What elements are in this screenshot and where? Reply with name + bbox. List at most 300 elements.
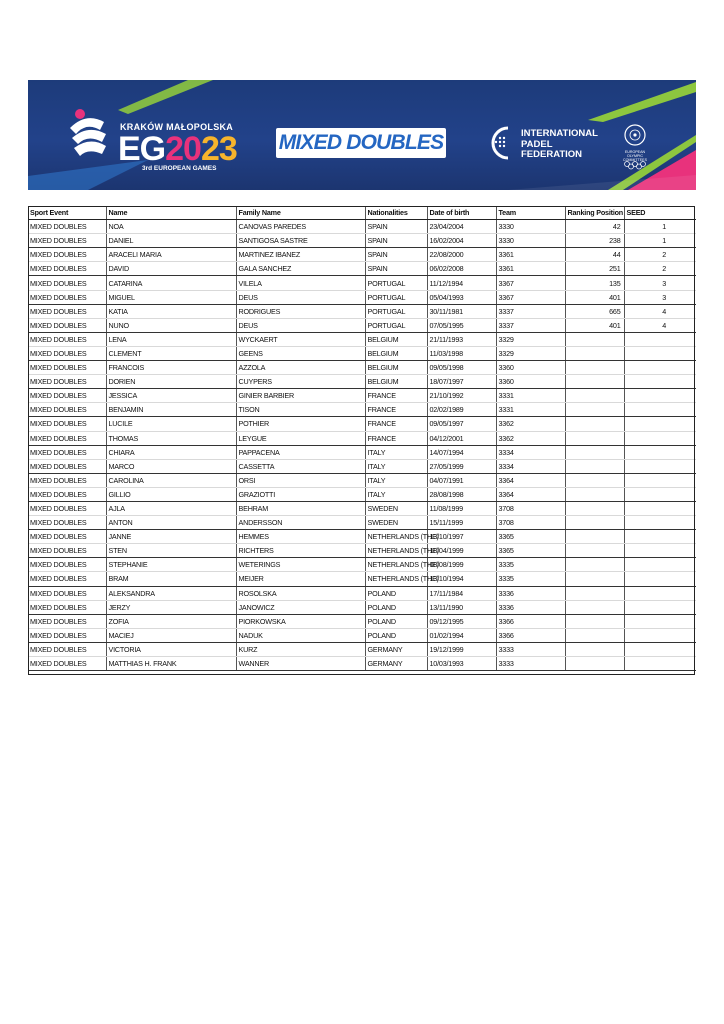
- cell-sport-event: MIXED DOUBLES: [28, 248, 106, 262]
- cell-date-of-birth: 13/11/1990: [427, 600, 496, 614]
- cell-family-name: ORSI: [236, 473, 365, 487]
- cell-seed: 3: [624, 290, 696, 304]
- cell-team: 3367: [496, 276, 565, 290]
- cell-family-name: LEYGUE: [236, 431, 365, 445]
- federation-line-1: INTERNATIONAL: [521, 128, 598, 139]
- cell-date-of-birth: 11/08/1999: [427, 501, 496, 515]
- cell-sport-event: MIXED DOUBLES: [28, 628, 106, 642]
- table-row: [28, 248, 696, 262]
- table-row: [28, 290, 696, 304]
- cell-ranking-position: [565, 572, 624, 586]
- cell-sport-event: MIXED DOUBLES: [28, 614, 106, 628]
- cell-nationality: POLAND: [365, 614, 427, 628]
- cell-seed: [624, 473, 696, 487]
- cell-name: CAROLINA: [106, 473, 236, 487]
- cell-date-of-birth: 13/10/1997: [427, 530, 496, 544]
- cell-date-of-birth: 22/08/2000: [427, 248, 496, 262]
- cell-team: 3334: [496, 445, 565, 459]
- cell-date-of-birth: 18/07/1997: [427, 375, 496, 389]
- cell-team: 3336: [496, 586, 565, 600]
- cell-date-of-birth: 28/08/1998: [427, 487, 496, 501]
- cell-name: KATIA: [106, 304, 236, 318]
- olympic-rings-icon: [620, 161, 650, 169]
- cell-team: 3331: [496, 403, 565, 417]
- cell-nationality: PORTUGAL: [365, 318, 427, 332]
- header-seed: SEED: [624, 206, 696, 220]
- eg-letters: EG: [118, 130, 166, 168]
- header-sport-event: Sport Event: [28, 206, 106, 220]
- cell-name: CHIARA: [106, 445, 236, 459]
- cell-nationality: BELGIUM: [365, 375, 427, 389]
- table-row: [28, 473, 696, 487]
- cell-date-of-birth: 27/05/1999: [427, 459, 496, 473]
- cell-nationality: ITALY: [365, 445, 427, 459]
- cell-date-of-birth: 09/05/1997: [427, 417, 496, 431]
- cell-nationality: ITALY: [365, 459, 427, 473]
- federation-line-2: PADEL: [521, 138, 553, 150]
- cell-nationality: FRANCE: [365, 403, 427, 417]
- cell-nationality: SWEDEN: [365, 516, 427, 530]
- cell-name: DORIEN: [106, 375, 236, 389]
- cell-name: DANIEL: [106, 234, 236, 248]
- cell-family-name: WETERINGS: [236, 558, 365, 572]
- cell-team: 3336: [496, 600, 565, 614]
- cell-seed: 4: [624, 304, 696, 318]
- cell-team: 3335: [496, 572, 565, 586]
- table-row: [28, 558, 696, 572]
- cell-date-of-birth: 21/10/1992: [427, 389, 496, 403]
- cell-ranking-position: 42: [565, 220, 624, 234]
- cell-seed: [624, 600, 696, 614]
- eg-logo-top-text: KRAKÓW MAŁOPOLSKA: [120, 122, 234, 132]
- eg-logo-wordmark: [118, 132, 237, 166]
- cell-family-name: SANTIGOSA SASTRE: [236, 234, 365, 248]
- cell-seed: [624, 375, 696, 389]
- cell-seed: [624, 558, 696, 572]
- cell-team: 3365: [496, 530, 565, 544]
- cell-sport-event: MIXED DOUBLES: [28, 403, 106, 417]
- eoc-emblem-icon: [620, 124, 650, 150]
- cell-ranking-position: [565, 628, 624, 642]
- cell-family-name: DEUS: [236, 290, 365, 304]
- header-name: Name: [106, 206, 236, 220]
- cell-nationality: POLAND: [365, 600, 427, 614]
- international-padel-federation-logo: [488, 126, 598, 162]
- header-row: [28, 206, 696, 220]
- cell-nationality: FRANCE: [365, 431, 427, 445]
- cell-team: 3337: [496, 304, 565, 318]
- cell-nationality: BELGIUM: [365, 332, 427, 346]
- cell-sport-event: MIXED DOUBLES: [28, 234, 106, 248]
- cell-family-name: GALA SANCHEZ: [236, 262, 365, 276]
- cell-team: 3362: [496, 431, 565, 445]
- table-row: [28, 220, 696, 234]
- table-row: [28, 346, 696, 360]
- cell-name: CLEMENT: [106, 346, 236, 360]
- cell-seed: [624, 501, 696, 515]
- cell-name: GILLIO: [106, 487, 236, 501]
- cell-team: 3334: [496, 459, 565, 473]
- cell-family-name: KURZ: [236, 642, 365, 656]
- cell-date-of-birth: 01/02/1994: [427, 628, 496, 642]
- table-row: [28, 657, 696, 671]
- header-banner: [28, 80, 696, 190]
- cell-name: JERZY: [106, 600, 236, 614]
- cell-date-of-birth: 16/02/2004: [427, 234, 496, 248]
- cell-team: 3337: [496, 318, 565, 332]
- cell-sport-event: MIXED DOUBLES: [28, 262, 106, 276]
- table-row: [28, 332, 696, 346]
- cell-team: 3365: [496, 544, 565, 558]
- cell-name: THOMAS: [106, 431, 236, 445]
- cell-name: ALEKSANDRA: [106, 586, 236, 600]
- cell-team: 3360: [496, 361, 565, 375]
- cell-nationality: FRANCE: [365, 417, 427, 431]
- cell-nationality: NETHERLANDS (THE): [365, 558, 427, 572]
- entry-list-table: [28, 206, 696, 671]
- cell-ranking-position: [565, 417, 624, 431]
- eg-year-first: 20: [165, 130, 201, 168]
- cell-team: 3360: [496, 375, 565, 389]
- cell-team: 3330: [496, 220, 565, 234]
- table-row: [28, 375, 696, 389]
- event-title: MIXED DOUBLES: [278, 131, 444, 154]
- padel-racket-icon: [488, 126, 518, 160]
- cell-name: LUCILE: [106, 417, 236, 431]
- cell-family-name: WYCKAERT: [236, 332, 365, 346]
- cell-name: ANTON: [106, 516, 236, 530]
- cell-team: 3333: [496, 642, 565, 656]
- cell-nationality: FRANCE: [365, 389, 427, 403]
- cell-date-of-birth: 05/04/1993: [427, 290, 496, 304]
- cell-nationality: PORTUGAL: [365, 290, 427, 304]
- header-date-of-birth: Date of birth: [427, 206, 496, 220]
- federation-line-3: FEDERATION: [521, 149, 583, 160]
- cell-family-name: POTHIER: [236, 417, 365, 431]
- cell-nationality: NETHERLANDS (THE): [365, 572, 427, 586]
- cell-seed: [624, 332, 696, 346]
- cell-nationality: SPAIN: [365, 248, 427, 262]
- cell-seed: [624, 642, 696, 656]
- cell-nationality: GERMANY: [365, 642, 427, 656]
- cell-seed: 3: [624, 276, 696, 290]
- cell-sport-event: MIXED DOUBLES: [28, 530, 106, 544]
- cell-team: 3331: [496, 389, 565, 403]
- cell-name: ARACELI MARIA: [106, 248, 236, 262]
- cell-nationality: GERMANY: [365, 657, 427, 671]
- cell-sport-event: MIXED DOUBLES: [28, 473, 106, 487]
- cell-family-name: MARTINEZ IBANEZ: [236, 248, 365, 262]
- cell-nationality: ITALY: [365, 473, 427, 487]
- header-family-name: Family Name: [236, 206, 365, 220]
- table-row: [28, 530, 696, 544]
- table-row: [28, 501, 696, 515]
- cell-name: MIGUEL: [106, 290, 236, 304]
- cell-team: 3708: [496, 516, 565, 530]
- cell-name: ZOFIA: [106, 614, 236, 628]
- cell-ranking-position: [565, 473, 624, 487]
- cell-family-name: ROSOLSKA: [236, 586, 365, 600]
- cell-family-name: GRAZIOTTI: [236, 487, 365, 501]
- cell-team: 3367: [496, 290, 565, 304]
- cell-seed: 4: [624, 318, 696, 332]
- cell-family-name: CASSETTA: [236, 459, 365, 473]
- cell-seed: [624, 628, 696, 642]
- eoc-caption: EUROPEAN OLYMPIC COMMITTEES: [623, 150, 647, 162]
- cell-seed: [624, 544, 696, 558]
- cell-date-of-birth: 11/03/1998: [427, 346, 496, 360]
- cell-sport-event: MIXED DOUBLES: [28, 389, 106, 403]
- cell-date-of-birth: 13/10/1994: [427, 572, 496, 586]
- cell-team: 3329: [496, 346, 565, 360]
- cell-sport-event: MIXED DOUBLES: [28, 657, 106, 671]
- cell-seed: [624, 431, 696, 445]
- cell-ranking-position: 251: [565, 262, 624, 276]
- cell-ranking-position: [565, 544, 624, 558]
- cell-seed: [624, 389, 696, 403]
- cell-sport-event: MIXED DOUBLES: [28, 544, 106, 558]
- european-games-logo: [70, 102, 240, 172]
- cell-ranking-position: [565, 614, 624, 628]
- cell-nationality: PORTUGAL: [365, 304, 427, 318]
- cell-team: 3329: [496, 332, 565, 346]
- cell-date-of-birth: 08/08/1999: [427, 558, 496, 572]
- cell-sport-event: MIXED DOUBLES: [28, 304, 106, 318]
- cell-ranking-position: [565, 389, 624, 403]
- cell-name: CATARINA: [106, 276, 236, 290]
- cell-family-name: HEMMES: [236, 530, 365, 544]
- cell-name: MATTHIAS H. FRANK: [106, 657, 236, 671]
- table-row: [28, 642, 696, 656]
- cell-ranking-position: [565, 346, 624, 360]
- cell-name: STEN: [106, 544, 236, 558]
- cell-nationality: POLAND: [365, 586, 427, 600]
- cell-family-name: GINIER BARBIER: [236, 389, 365, 403]
- cell-family-name: TISON: [236, 403, 365, 417]
- cell-sport-event: MIXED DOUBLES: [28, 276, 106, 290]
- cell-date-of-birth: 15/11/1999: [427, 516, 496, 530]
- cell-team: 3708: [496, 501, 565, 515]
- cell-seed: [624, 459, 696, 473]
- cell-team: 3366: [496, 614, 565, 628]
- cell-nationality: NETHERLANDS (THE): [365, 544, 427, 558]
- cell-family-name: PAPPACENA: [236, 445, 365, 459]
- cell-ranking-position: [565, 558, 624, 572]
- cell-sport-event: MIXED DOUBLES: [28, 572, 106, 586]
- cell-family-name: AZZOLA: [236, 361, 365, 375]
- cell-family-name: NADUK: [236, 628, 365, 642]
- cell-date-of-birth: 09/12/1995: [427, 614, 496, 628]
- cell-date-of-birth: 06/02/2008: [427, 262, 496, 276]
- table-row: [28, 403, 696, 417]
- cell-ranking-position: 665: [565, 304, 624, 318]
- cell-seed: [624, 361, 696, 375]
- table-row: [28, 234, 696, 248]
- cell-name: NOA: [106, 220, 236, 234]
- cell-seed: [624, 586, 696, 600]
- cell-family-name: JANOWICZ: [236, 600, 365, 614]
- cell-seed: [624, 346, 696, 360]
- cell-date-of-birth: 10/03/1993: [427, 657, 496, 671]
- table-row: [28, 445, 696, 459]
- cell-date-of-birth: 30/11/1981: [427, 304, 496, 318]
- cell-ranking-position: [565, 501, 624, 515]
- cell-name: MACIEJ: [106, 628, 236, 642]
- cell-team: 3333: [496, 657, 565, 671]
- cell-name: AJLA: [106, 501, 236, 515]
- cell-family-name: CUYPERS: [236, 375, 365, 389]
- eg-logo-subtitle: 3rd EUROPEAN GAMES: [142, 165, 217, 172]
- table-row: [28, 628, 696, 642]
- cell-team: 3330: [496, 234, 565, 248]
- cell-seed: [624, 487, 696, 501]
- cell-sport-event: MIXED DOUBLES: [28, 220, 106, 234]
- header-ranking-position: Ranking Position: [565, 206, 624, 220]
- cell-seed: 1: [624, 234, 696, 248]
- cell-sport-event: MIXED DOUBLES: [28, 417, 106, 431]
- cell-nationality: SPAIN: [365, 234, 427, 248]
- federation-name: [521, 129, 598, 161]
- cell-seed: [624, 403, 696, 417]
- cell-ranking-position: 44: [565, 248, 624, 262]
- cell-sport-event: MIXED DOUBLES: [28, 586, 106, 600]
- table-row: [28, 318, 696, 332]
- cell-team: 3361: [496, 262, 565, 276]
- cell-ranking-position: [565, 445, 624, 459]
- cell-nationality: SWEDEN: [365, 501, 427, 515]
- cell-ranking-position: [565, 431, 624, 445]
- cell-date-of-birth: 17/11/1984: [427, 586, 496, 600]
- cell-name: STEPHANIE: [106, 558, 236, 572]
- cell-sport-event: MIXED DOUBLES: [28, 558, 106, 572]
- cell-ranking-position: [565, 530, 624, 544]
- cell-date-of-birth: 02/02/1989: [427, 403, 496, 417]
- cell-nationality: ITALY: [365, 487, 427, 501]
- table-row: [28, 516, 696, 530]
- cell-ranking-position: 135: [565, 276, 624, 290]
- cell-name: DAVID: [106, 262, 236, 276]
- table-row: [28, 487, 696, 501]
- cell-ranking-position: [565, 459, 624, 473]
- cell-name: LENA: [106, 332, 236, 346]
- cell-name: BRAM: [106, 572, 236, 586]
- cell-sport-event: MIXED DOUBLES: [28, 445, 106, 459]
- cell-sport-event: MIXED DOUBLES: [28, 332, 106, 346]
- cell-seed: [624, 572, 696, 586]
- cell-name: FRANCOIS: [106, 361, 236, 375]
- cell-seed: 1: [624, 220, 696, 234]
- cell-team: 3364: [496, 487, 565, 501]
- cell-family-name: WANNER: [236, 657, 365, 671]
- cell-family-name: MEIJER: [236, 572, 365, 586]
- cell-sport-event: MIXED DOUBLES: [28, 501, 106, 515]
- cell-name: VICTORIA: [106, 642, 236, 656]
- cell-ranking-position: [565, 403, 624, 417]
- cell-team: 3364: [496, 473, 565, 487]
- cell-family-name: ANDERSSON: [236, 516, 365, 530]
- cell-date-of-birth: 09/05/1998: [427, 361, 496, 375]
- cell-sport-event: MIXED DOUBLES: [28, 600, 106, 614]
- cell-ranking-position: 401: [565, 318, 624, 332]
- cell-team: 3362: [496, 417, 565, 431]
- cell-ranking-position: [565, 516, 624, 530]
- cell-sport-event: MIXED DOUBLES: [28, 318, 106, 332]
- cell-name: BENJAMIN: [106, 403, 236, 417]
- cell-family-name: RODRIGUES: [236, 304, 365, 318]
- table-row: [28, 572, 696, 586]
- cell-team: 3366: [496, 628, 565, 642]
- cell-sport-event: MIXED DOUBLES: [28, 516, 106, 530]
- cell-date-of-birth: 07/05/1995: [427, 318, 496, 332]
- header-nationalities: Nationalities: [365, 206, 427, 220]
- table-row: [28, 262, 696, 276]
- table-row: [28, 304, 696, 318]
- european-olympic-committees-logo: [620, 124, 650, 168]
- cell-date-of-birth: 11/12/1994: [427, 276, 496, 290]
- header-team: Team: [496, 206, 565, 220]
- cell-ranking-position: [565, 375, 624, 389]
- table-row: [28, 389, 696, 403]
- cell-nationality: SPAIN: [365, 262, 427, 276]
- cell-family-name: GEENS: [236, 346, 365, 360]
- cell-ranking-position: [565, 600, 624, 614]
- cell-name: JESSICA: [106, 389, 236, 403]
- cell-name: NUNO: [106, 318, 236, 332]
- cell-seed: [624, 417, 696, 431]
- table-row: [28, 614, 696, 628]
- cell-ranking-position: [565, 657, 624, 671]
- cell-family-name: CANOVAS PAREDES: [236, 220, 365, 234]
- table-row: [28, 586, 696, 600]
- cell-team: 3335: [496, 558, 565, 572]
- cell-sport-event: MIXED DOUBLES: [28, 642, 106, 656]
- cell-sport-event: MIXED DOUBLES: [28, 487, 106, 501]
- cell-name: JANNE: [106, 530, 236, 544]
- table-body: [28, 220, 696, 671]
- eg-year-second: 23: [200, 130, 237, 168]
- cell-seed: 2: [624, 262, 696, 276]
- cell-family-name: VILELA: [236, 276, 365, 290]
- table-row: [28, 276, 696, 290]
- table-row: [28, 417, 696, 431]
- table-row: [28, 361, 696, 375]
- cell-name: MARCO: [106, 459, 236, 473]
- cell-ranking-position: [565, 361, 624, 375]
- cell-sport-event: MIXED DOUBLES: [28, 361, 106, 375]
- cell-nationality: POLAND: [365, 628, 427, 642]
- table-row: [28, 459, 696, 473]
- table-row: [28, 431, 696, 445]
- cell-date-of-birth: 21/11/1993: [427, 332, 496, 346]
- cell-date-of-birth: 14/07/1994: [427, 445, 496, 459]
- cell-nationality: BELGIUM: [365, 346, 427, 360]
- cell-nationality: NETHERLANDS (THE): [365, 530, 427, 544]
- dragon-emblem-icon: [66, 104, 110, 164]
- cell-sport-event: MIXED DOUBLES: [28, 290, 106, 304]
- table-header: [28, 206, 696, 220]
- cell-family-name: BEHRAM: [236, 501, 365, 515]
- table-row: [28, 600, 696, 614]
- cell-seed: [624, 445, 696, 459]
- cell-ranking-position: 238: [565, 234, 624, 248]
- cell-family-name: RICHTERS: [236, 544, 365, 558]
- cell-family-name: PIORKOWSKA: [236, 614, 365, 628]
- cell-date-of-birth: 18/04/1999: [427, 544, 496, 558]
- cell-team: 3361: [496, 248, 565, 262]
- cell-ranking-position: [565, 487, 624, 501]
- cell-sport-event: MIXED DOUBLES: [28, 346, 106, 360]
- table-row: [28, 544, 696, 558]
